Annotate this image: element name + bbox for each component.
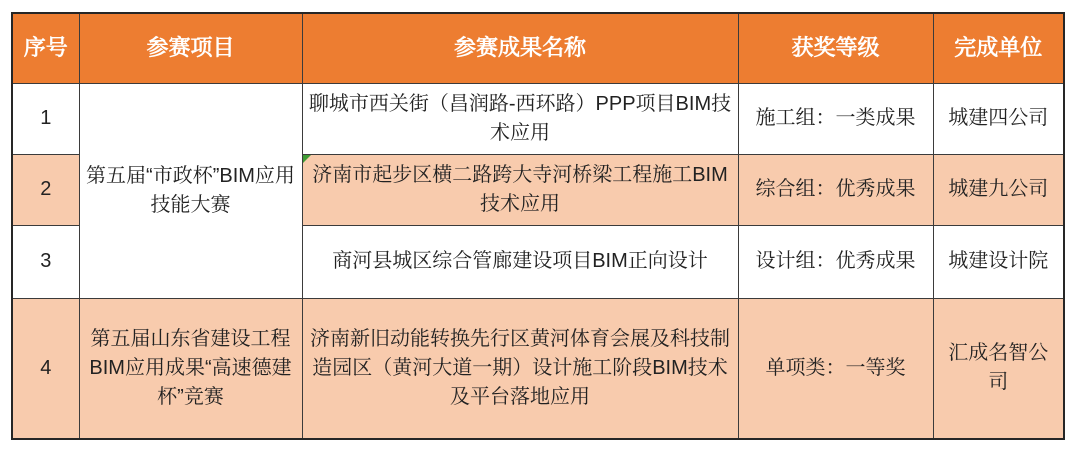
cell-award-3: 设计组：优秀成果 <box>738 225 933 298</box>
header-cell-serial: 序号 <box>12 13 79 83</box>
cell-serial-3: 3 <box>12 225 79 298</box>
cell-award-2: 综合组：优秀成果 <box>738 154 933 225</box>
cell-unit-2: 城建九公司 <box>933 154 1064 225</box>
awards-table <box>11 12 1065 440</box>
cell-project-group-2: 第五届山东省建设工程BIM应用成果“高速德建杯”竞赛 <box>79 298 302 439</box>
cell-corner-marker-icon <box>303 155 311 163</box>
cell-unit-3: 城建设计院 <box>933 225 1064 298</box>
cell-unit-1: 城建四公司 <box>933 83 1064 154</box>
cell-achievement-2 <box>302 154 738 225</box>
table-row-1 <box>12 83 1064 154</box>
header-cell-unit: 完成单位 <box>933 13 1064 83</box>
cell-unit-4: 汇成名智公司 <box>933 298 1064 439</box>
header-row <box>12 13 1064 83</box>
cell-award-1: 施工组：一类成果 <box>738 83 933 154</box>
cell-serial-1: 1 <box>12 83 79 154</box>
header-cell-award: 获奖等级 <box>738 13 933 83</box>
cell-achievement-1: 聊城市西关街（昌润路-西环路）PPP项目BIM技术应用 <box>302 83 738 154</box>
table-row-4 <box>12 298 1064 439</box>
cell-award-4: 单项类：一等奖 <box>738 298 933 439</box>
header-cell-project: 参赛项目 <box>79 13 302 83</box>
cell-achievement-4: 济南新旧动能转换先行区黄河体育会展及科技制造园区（黄河大道一期）设计施工阶段BIM技术及平台落地应用 <box>302 298 738 439</box>
cell-serial-4: 4 <box>12 298 79 439</box>
cell-serial-2: 2 <box>12 154 79 225</box>
header-cell-achievement: 参赛成果名称 <box>302 13 738 83</box>
cell-achievement-3: 商河县城区综合管廊建设项目BIM正向设计 <box>302 225 738 298</box>
cell-project-group-1: 第五届“市政杯”BIM应用技能大赛 <box>79 83 302 298</box>
cell-achievement-2-text: 济南市起步区横二路跨大寺河桥梁工程施工BIM技术应用 <box>312 163 728 215</box>
